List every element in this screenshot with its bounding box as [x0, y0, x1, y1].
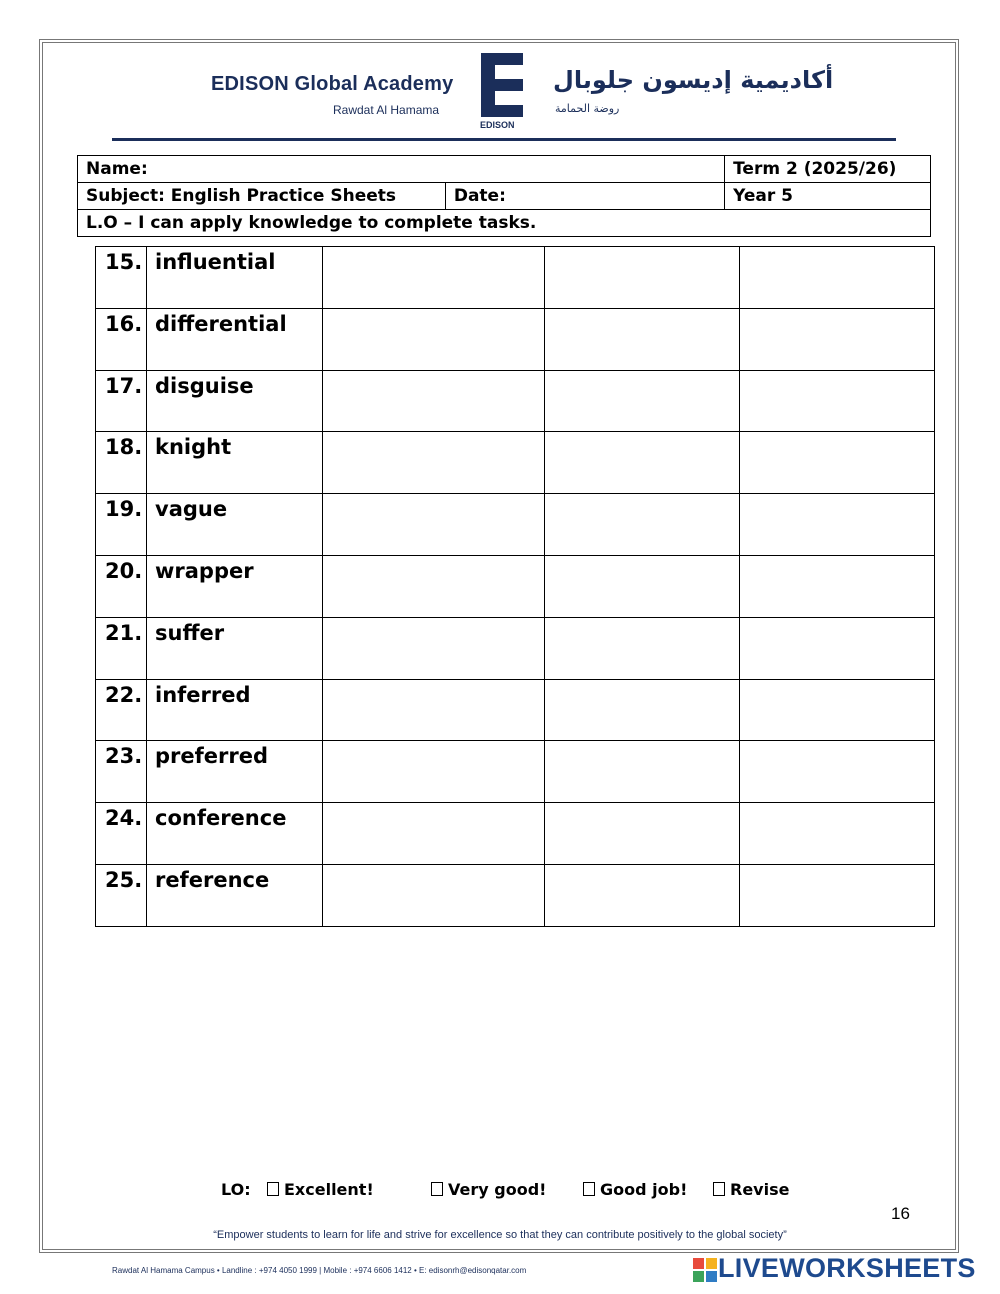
answer-cell[interactable] [323, 679, 545, 741]
table-row [96, 617, 935, 679]
page-number: 16 [891, 1204, 910, 1223]
campus-name-en: Rawdat Al Hamama [333, 103, 440, 117]
spelling-word: preferred [147, 741, 323, 803]
school-motto: “Empower students to learn for life and strive for excellence so that they can contribute positively to the global society” [213, 1229, 787, 1241]
answer-cell[interactable] [545, 803, 740, 865]
rating-good-job[interactable]: Good job! [583, 1180, 687, 1199]
table-row [96, 864, 935, 926]
answer-cell[interactable] [545, 247, 740, 309]
spelling-word: differential [147, 308, 323, 370]
rating-very-good[interactable]: Very good! [431, 1180, 546, 1199]
edison-logo-icon [481, 53, 523, 117]
word-number: 25. [96, 864, 147, 926]
table-row [96, 308, 935, 370]
checkbox-icon[interactable] [713, 1182, 725, 1196]
year-label: Year 5 [725, 183, 931, 210]
answer-cell[interactable] [740, 308, 935, 370]
answer-cell[interactable] [740, 370, 935, 432]
checkbox-icon[interactable] [583, 1182, 595, 1196]
answer-cell[interactable] [545, 741, 740, 803]
school-name-ar: أكاديمية إديسون جلوبال [553, 66, 834, 94]
answer-cell[interactable] [545, 864, 740, 926]
answer-cell[interactable] [323, 370, 545, 432]
liveworksheets-logo-icon [693, 1258, 717, 1282]
word-number: 17. [96, 370, 147, 432]
answer-cell[interactable] [545, 555, 740, 617]
footer-contact: Rawdat Al Hamama Campus • Landline : +974 4050 1999 | Mobile : +974 6606 1412 • E: edisonrh@edisonqatar.com [112, 1266, 527, 1275]
spelling-word: suffer [147, 617, 323, 679]
answer-cell[interactable] [323, 741, 545, 803]
answer-cell[interactable] [545, 494, 740, 556]
lo-label: LO: [221, 1180, 251, 1199]
logo-wordmark: EDISON [480, 120, 515, 130]
info-table [77, 155, 931, 237]
header-divider [112, 138, 896, 141]
answer-cell[interactable] [323, 247, 545, 309]
word-number: 16. [96, 308, 147, 370]
spelling-word: vague [147, 494, 323, 556]
answer-cell[interactable] [323, 432, 545, 494]
word-number: 22. [96, 679, 147, 741]
term-label: Term 2 (2025/26) [725, 156, 931, 183]
answer-cell[interactable] [545, 679, 740, 741]
answer-cell[interactable] [740, 864, 935, 926]
answer-cell[interactable] [545, 308, 740, 370]
answer-cell[interactable] [323, 864, 545, 926]
table-row [96, 370, 935, 432]
table-row [96, 494, 935, 556]
answer-cell[interactable] [323, 308, 545, 370]
answer-cell[interactable] [740, 617, 935, 679]
rating-revise[interactable]: Revise [713, 1180, 789, 1199]
name-field[interactable]: Name: [78, 156, 725, 183]
table-row [96, 432, 935, 494]
answer-cell[interactable] [740, 679, 935, 741]
table-row [96, 247, 935, 309]
spelling-word: reference [147, 864, 323, 926]
table-row [96, 803, 935, 865]
answer-cell[interactable] [545, 432, 740, 494]
spelling-word: wrapper [147, 555, 323, 617]
spelling-word: conference [147, 803, 323, 865]
liveworksheets-watermark: LIVEWORKSHEETS [718, 1253, 976, 1283]
answer-cell[interactable] [740, 803, 935, 865]
answer-cell[interactable] [740, 555, 935, 617]
school-name-en: EDISON Global Academy [211, 73, 454, 95]
answer-cell[interactable] [323, 555, 545, 617]
word-number: 15. [96, 247, 147, 309]
spelling-words-table [95, 246, 935, 927]
word-number: 19. [96, 494, 147, 556]
word-number: 20. [96, 555, 147, 617]
answer-cell[interactable] [545, 617, 740, 679]
rating-excellent[interactable]: Excellent! [267, 1180, 374, 1199]
answer-cell[interactable] [740, 741, 935, 803]
answer-cell[interactable] [740, 432, 935, 494]
table-row [96, 741, 935, 803]
table-row [96, 679, 935, 741]
learning-objective: L.O – I can apply knowledge to complete tasks. [78, 210, 931, 237]
campus-name-ar: روضة الحمامة [555, 102, 620, 115]
answer-cell[interactable] [323, 617, 545, 679]
date-field[interactable]: Date: [445, 183, 724, 210]
word-number: 23. [96, 741, 147, 803]
word-number: 21. [96, 617, 147, 679]
answer-cell[interactable] [740, 494, 935, 556]
answer-cell[interactable] [323, 494, 545, 556]
answer-cell[interactable] [323, 803, 545, 865]
spelling-word: disguise [147, 370, 323, 432]
spelling-word: inferred [147, 679, 323, 741]
answer-cell[interactable] [545, 370, 740, 432]
answer-cell[interactable] [740, 247, 935, 309]
subject-label: Subject: English Practice Sheets [78, 183, 446, 210]
word-number: 24. [96, 803, 147, 865]
spelling-word: influential [147, 247, 323, 309]
spelling-word: knight [147, 432, 323, 494]
table-row [96, 555, 935, 617]
checkbox-icon[interactable] [267, 1182, 279, 1196]
checkbox-icon[interactable] [431, 1182, 443, 1196]
word-number: 18. [96, 432, 147, 494]
